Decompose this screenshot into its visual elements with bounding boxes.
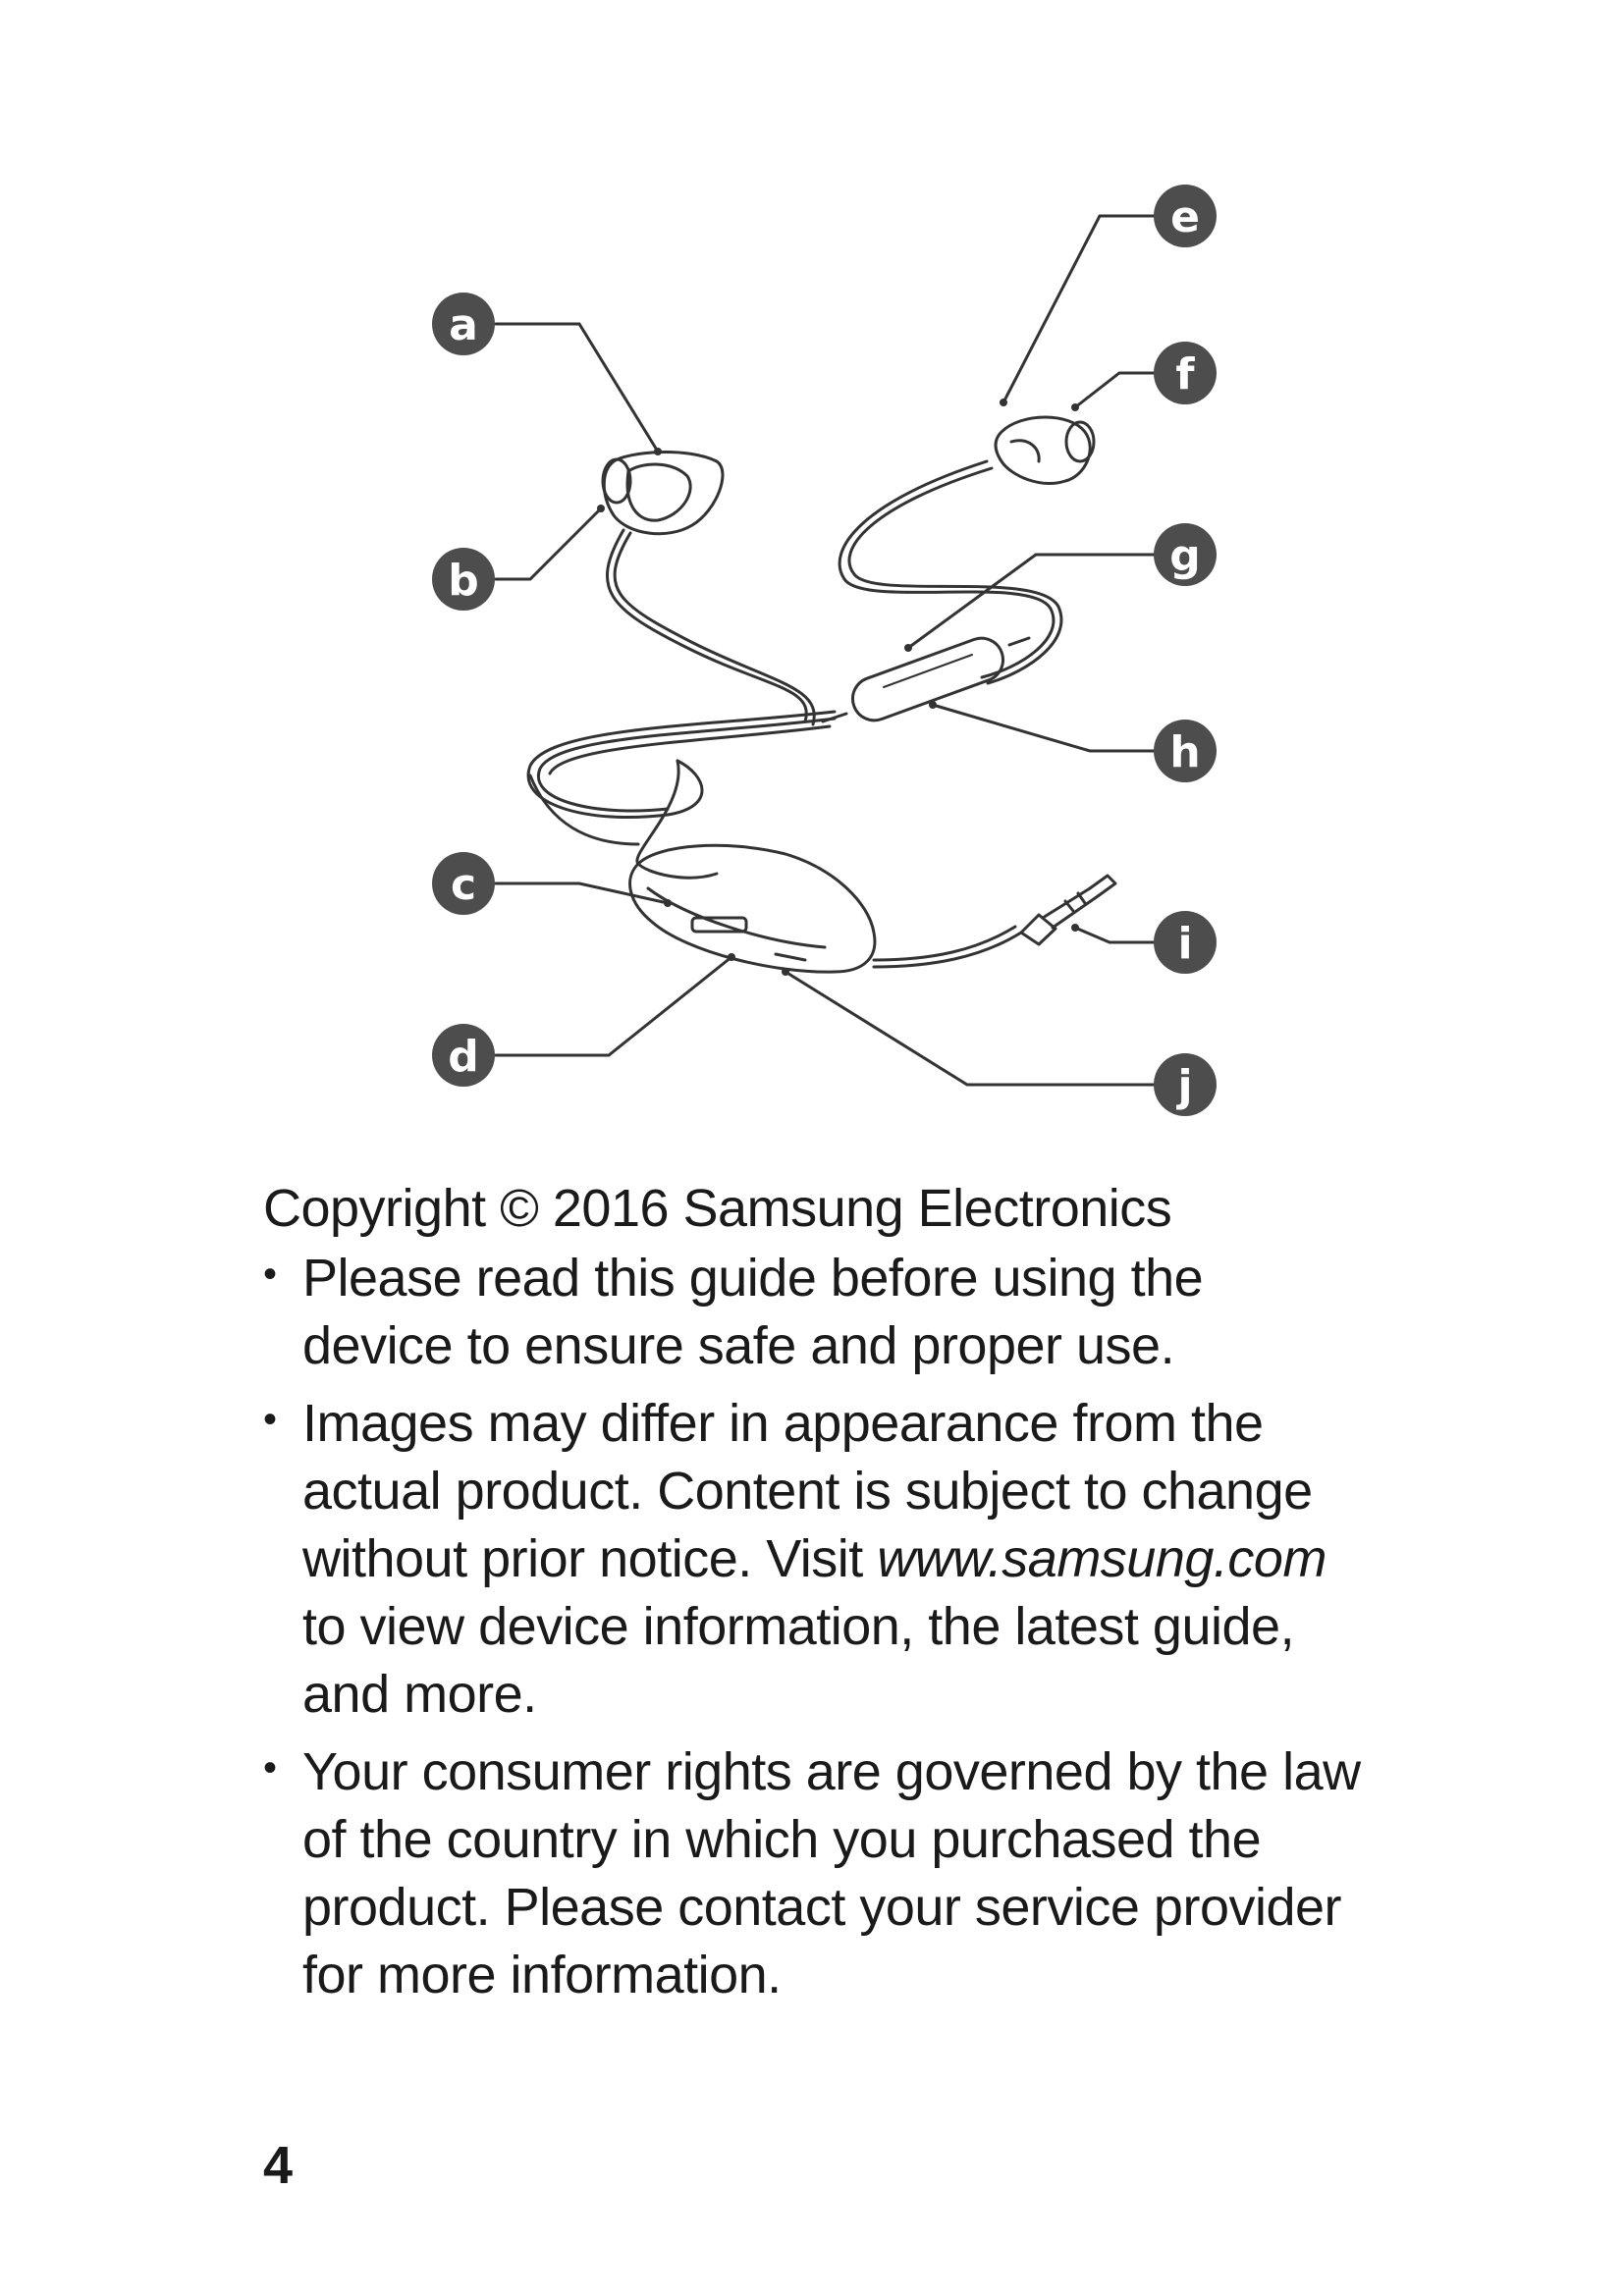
note-consumer-rights [263,1738,1363,2009]
samsung-website-link[interactable]: www.samsung.com [877,1529,1326,1588]
right-earbud [996,417,1094,483]
callout-d [432,1024,495,1087]
svg-text:b: b [448,556,479,606]
page-number: 4 [263,2136,294,2195]
notes-list [263,1245,1363,2009]
note-consumer-rights-text: Your consumer rights are governed by the law of the country in which you purchased the product. Please contact your service provider for more information. [302,1742,1361,2004]
leader-arrowheads [597,399,1079,976]
callout-a [432,293,495,355]
jack-cable [874,927,1021,967]
audio-jack [1021,876,1115,944]
note-images-differ-text: Images may differ in appearance from the actual product. Content is subject to change without prior notice. Visit [302,1394,1313,1588]
svg-text:d: d [448,1032,479,1082]
earphones-illustration [528,417,1115,972]
note-read-guide-text: Please read this guide before using the device to ensure safe and proper use. [302,1249,1204,1375]
svg-text:j: j [1177,1061,1193,1111]
leader-lines [496,216,1154,1085]
bullet-icon: • [263,1398,277,1441]
callout-g [1154,523,1217,586]
callout-e [1154,185,1217,247]
svg-text:h: h [1169,727,1201,777]
right-cable [839,461,1061,683]
svg-text:a: a [449,300,478,350]
svg-text:c: c [450,860,477,910]
callout-h [1154,720,1217,782]
control-unit [630,845,875,972]
callout-c [432,852,495,915]
copyright-notice: Copyright © 2016 Samsung Electronics [263,1179,1172,1238]
callout-j [1154,1053,1217,1116]
svg-text:f: f [1175,349,1195,400]
bullet-icon: • [263,1746,277,1789]
callout-b [432,548,495,611]
bullet-icon: • [263,1253,277,1296]
note-images-differ [263,1390,1363,1729]
note-read-guide [263,1245,1363,1380]
coiled-cable [528,712,835,878]
left-cable [607,530,814,724]
left-earbud [603,453,723,534]
svg-text:e: e [1170,192,1200,242]
callout-f [1154,342,1217,404]
text-content [263,1174,1363,2019]
svg-text:g: g [1169,531,1201,581]
note-images-differ-text-end: to view device information, the latest guide, and more. [302,1597,1295,1724]
callout-i [1154,911,1217,974]
svg-text:i: i [1177,919,1193,969]
